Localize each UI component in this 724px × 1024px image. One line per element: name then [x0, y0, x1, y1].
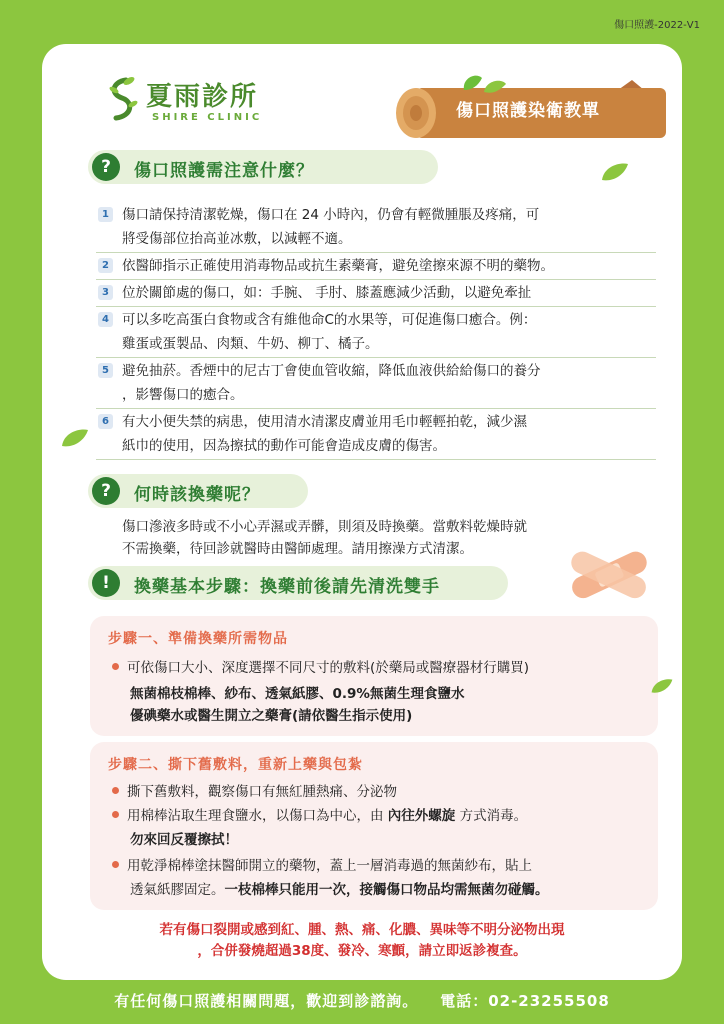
number-badge: 3 — [98, 285, 113, 300]
step1-bullet — [112, 656, 529, 676]
warning-line: ，合併發燒超過38度、發冷、寒顫，請立即返診複查。 — [197, 943, 527, 959]
step1-items-line: 無菌棉枝棉棒、紗布、透氣紙膠、0.9%無菌生理食鹽水 — [130, 686, 465, 702]
number-badge: 6 — [98, 414, 113, 429]
paragraph-line: 傷口滲液多時或不小心弄濕或弄髒，則須及時換藥。當敷料乾燥時就 — [122, 519, 527, 535]
bullet-emphasis: 內往外螺旋 — [387, 808, 456, 824]
section-change-title: 何時該換藥呢？ — [134, 485, 260, 505]
leaf-icon — [600, 160, 630, 184]
logo-mark-icon — [102, 72, 142, 128]
step2-bullet — [112, 780, 397, 800]
list-item — [96, 280, 656, 307]
question-icon: ? — [92, 477, 120, 505]
paragraph-line: 不需換藥，待回診就醫時由醫師處理。請用擦澡方式清潔。 — [122, 541, 473, 557]
step2-box — [90, 742, 658, 910]
warning-line: 若有傷口裂開或感到紅、腫、熱、痛、化膿、異味等不明分泌物出現 — [159, 922, 565, 938]
leaf-icon — [60, 426, 90, 450]
document-code: 傷口照護-2022-V1 — [614, 20, 700, 31]
number-badge: 5 — [98, 363, 113, 378]
title-banner — [392, 74, 672, 144]
step2-bullet — [112, 854, 532, 874]
bullet-text: 透氣紙膠固定。 — [130, 882, 225, 898]
list-item — [96, 358, 656, 409]
bullet-icon — [112, 861, 119, 868]
list-item — [96, 409, 656, 460]
bullet-text: 用乾淨棉棒塗抹醫師開立的藥物，蓋上一層消毒過的無菌紗布，貼上 — [127, 858, 532, 874]
bandage-icon — [564, 544, 654, 604]
content-card — [42, 44, 682, 980]
number-badge: 4 — [98, 312, 113, 327]
bullet-icon — [112, 811, 119, 818]
list-item-text: 有大小便失禁的病患，使用清水清潔皮膚並用毛巾輕輕拍乾，減少濕 — [122, 414, 527, 430]
footer — [0, 990, 724, 1011]
list-item — [96, 307, 656, 358]
footer-text: 有任何傷口照護相關問題，歡迎到診諮詢。 — [114, 992, 419, 1010]
list-item — [96, 202, 656, 253]
question-icon: ? — [92, 153, 120, 181]
clinic-subtitle: SHIRE CLINIC — [152, 112, 263, 123]
bullet-icon — [112, 663, 119, 670]
list-item-text: 可以多吃高蛋白食物或含有維他命C的水果等，可促進傷口癒合。例： — [122, 312, 537, 328]
step2-title: 步驟二、撕下舊敷料，重新上藥與包紮 — [108, 757, 363, 773]
list-item-text: 傷口請保持清潔乾燥，傷口在 24 小時內，仍會有輕微腫脹及疼痛，可 — [122, 207, 540, 223]
list-item — [96, 253, 656, 280]
banner-title: 傷口照護染衛教單 — [456, 101, 600, 121]
number-badge: 2 — [98, 258, 113, 273]
list-item-text: 紙巾的使用，因為擦拭的動作可能會造成皮膚的傷害。 — [122, 438, 446, 454]
list-item-text: 位於關節處的傷口，如：手腕、 手肘、膝蓋應減少活動，以避免牽扯 — [122, 285, 532, 301]
leaf-icon — [650, 676, 674, 696]
list-item-text: 避免抽菸。香煙中的尼古丁會使血管收縮，降低血液供給給傷口的養分 — [122, 363, 541, 379]
number-badge: 1 — [98, 207, 113, 222]
warning-notice — [82, 920, 642, 962]
section-steps-header — [88, 566, 508, 600]
section-steps-title: 換藥基本步驟：換藥前後請先清洗雙手 — [134, 577, 440, 597]
step1-items-line: 優碘藥水或醫生開立之藥膏(請依醫生指示使用) — [130, 708, 413, 724]
step1-title: 步驟一、準備換藥所需物品 — [108, 631, 288, 647]
step2-warning-line: 勿來回反覆擦拭！ — [130, 832, 238, 848]
section-change-header — [88, 474, 308, 508]
clinic-name: 夏雨診所 — [146, 82, 259, 112]
step1-box — [90, 616, 658, 736]
bullet-text: 可依傷口大小、深度選擇不同尺寸的敷料(於藥局或醫療器材行購買) — [127, 660, 530, 676]
care-list — [96, 202, 656, 460]
clinic-logo — [102, 72, 302, 128]
step2-bullet — [112, 804, 527, 824]
step2-bullet-continued — [130, 878, 549, 898]
list-item-text: 將受傷部位抬高並冰敷，以減輕不適。 — [122, 231, 352, 247]
bullet-icon — [112, 787, 119, 794]
list-item-text: 雞蛋或蛋製品、肉類、牛奶、柳丁、橘子。 — [122, 336, 379, 352]
bullet-emphasis: 一枝棉棒只能用一次，接觸傷口物品均需無菌勿碰觸。 — [224, 882, 549, 898]
section-care-header — [88, 150, 438, 184]
exclamation-icon: ! — [92, 569, 120, 597]
list-item-text: ，影響傷口的癒合。 — [122, 387, 244, 403]
bullet-text: 方式消毒。 — [455, 808, 528, 824]
list-item-text: 依醫師指示正確使用消毒物品或抗生素藥膏，避免塗擦來源不明的藥物。 — [122, 258, 554, 274]
section-care-title: 傷口照護需注意什麼？ — [134, 161, 314, 181]
bullet-text: 撕下舊敷料，觀察傷口有無紅腫熱痛、分泌物 — [127, 784, 397, 800]
footer-phone: 電話：02-23255508 — [440, 992, 610, 1010]
bullet-text: 用棉棒沾取生理食鹽水，以傷口為中心，由 — [127, 808, 388, 824]
